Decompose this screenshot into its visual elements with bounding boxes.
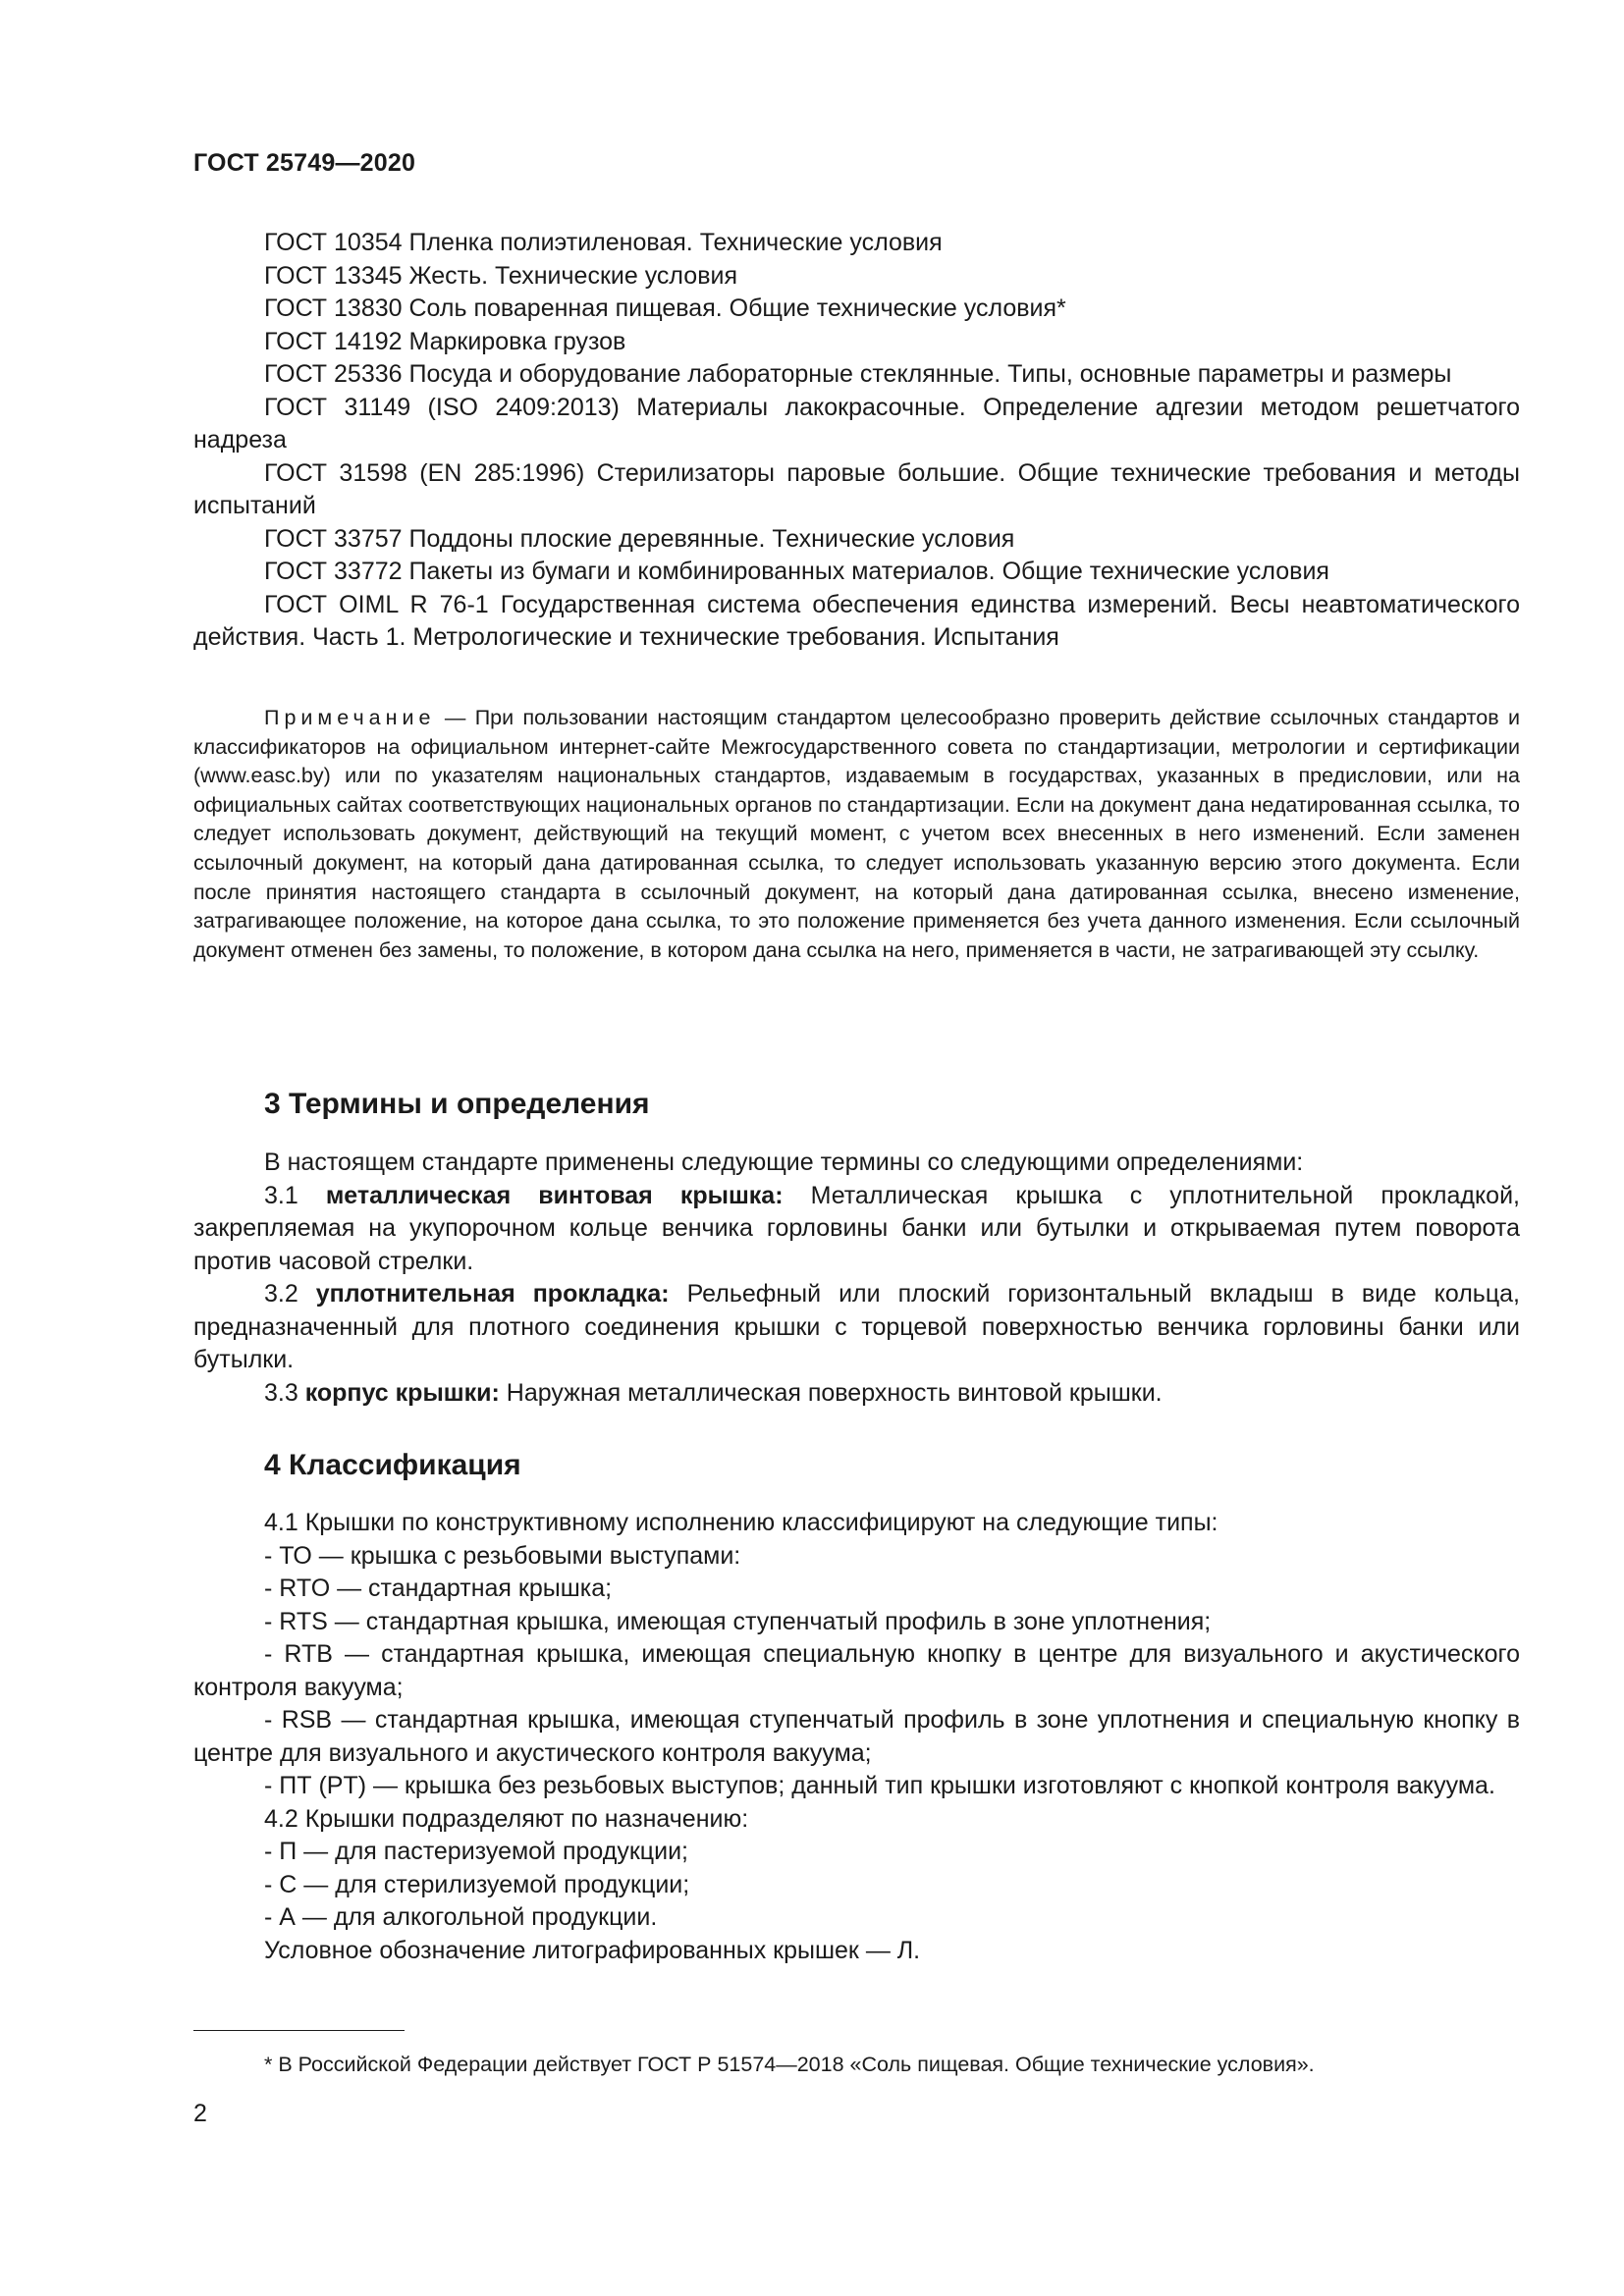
section-3-title: 3 Термины и определения xyxy=(264,1088,650,1120)
note-text: — При пользовании настоящим стандартом целесообразно проверить действие ссылочных стандартов и классификаторов на официальном интернет-сайте Межгосударственного совета по стандартизации, метрологии и сертификации (www.easc.by) или по указателям национальных стандартов, издаваемым в государствах, указанных в предисловии, или на официальных сайтах соответствующих национальных органов по стандартизации. Если на документ дана недатированная ссылка, то следует использовать документ, действующий на текущий момент, с учетом всех внесенных в него изменений. Если заменен ссылочный документ, на который дана датированная ссылка, то следует использовать указанную версию этого документа. Если после принятия настоящего стандарта в ссылочный документ, на который дана датированная ссылка, внесено изменение, затрагивающее положение, на которое дана ссылка, то это положение применяется без учета данного изменения. Если ссылочный документ отменен без замены, то положение, в котором дана ссылка на него, применяется в части, не затрагивающей эту ссылку. xyxy=(193,706,1520,962)
section-4-body xyxy=(193,1507,1520,1967)
page-number: 2 xyxy=(193,2100,207,2127)
document-header: ГОСТ 25749—2020 xyxy=(193,149,416,177)
classification-line: - RSB — стандартная крышка, имеющая ступенчатый профиль в зоне уплотнения и специальную кнопку в центре для визуального и акустического контроля вакуума; xyxy=(193,1706,1520,1767)
classification-line: Условное обозначение литографированных крышек — Л. xyxy=(264,1936,921,1964)
section-4-title: 4 Классификация xyxy=(264,1449,521,1481)
classification-line: - А — для алкогольной продукции. xyxy=(264,1903,658,1931)
classification-line: - RTS — стандартная крышка, имеющая ступенчатый профиль в зоне уплотнения; xyxy=(264,1607,1212,1635)
reference-item: ГОСТ 31598 (EN 285:1996) Стерилизаторы паровые большие. Общие технические требования и методы испытаний xyxy=(193,458,1520,519)
classification-line: - RTO — стандартная крышка; xyxy=(264,1575,613,1602)
term-name: металлическая винтовая крышка: xyxy=(325,1181,784,1209)
classification-line: - С — для стерилизуемой продукции; xyxy=(264,1870,690,1898)
term-number: 3.1 xyxy=(264,1181,326,1209)
reference-item: ГОСТ 10354 Пленка полиэтиленовая. Технические условия xyxy=(264,229,943,256)
reference-item: ГОСТ 31149 (ISO 2409:2013) Материалы лакокрасочные. Определение адгезии методом решетчатого надреза xyxy=(193,393,1520,454)
reference-item: ГОСТ 14192 Маркировка грузов xyxy=(264,327,626,355)
note-label: Примечание xyxy=(264,706,436,729)
reference-item: ГОСТ 33772 Пакеты из бумаги и комбинированных материалов. Общие технические условия xyxy=(264,558,1329,585)
term-number: 3.2 xyxy=(264,1280,316,1308)
reference-item: ГОСТ 33757 Поддоны плоские деревянные. Технические условия xyxy=(264,524,1015,553)
reference-item: ГОСТ 25336 Посуда и оборудование лабораторные стеклянные. Типы, основные параметры и размеры xyxy=(264,360,1452,388)
term-name: уплотнительная прокладка: xyxy=(315,1280,670,1308)
footnote: * В Российской Федерации действует ГОСТ Р 51574—2018 «Соль пищевая. Общие технические условия». xyxy=(264,2053,1315,2076)
footnote-divider xyxy=(193,2030,405,2031)
classification-line: 4.2 Крышки подразделяют по назначению: xyxy=(264,1804,749,1833)
term-definition xyxy=(193,1180,1520,1279)
term-definition xyxy=(193,1377,1520,1411)
references-list xyxy=(193,227,1520,655)
term-text: Наружная металлическая поверхность винтовой крышки. xyxy=(499,1378,1163,1407)
term-text: Рельефный или плоский горизонтальный вкладыш в виде кольца, предназначенный для плотного соединения крышки с торцевой поверхностью венчика горловины банки или бутылки. xyxy=(193,1280,1520,1373)
section-3-intro: В настоящем стандарте применены следующие термины со следующими определениями: xyxy=(264,1148,1304,1176)
term-text: Металлическая крышка с уплотнительной прокладкой, закрепляемая на укупорочном кольце венчика горловины банки или бутылки и открываемая путем поворота против часовой стрелки. xyxy=(193,1181,1520,1275)
classification-line: - ТО — крышка с резьбовыми выступами: xyxy=(264,1541,741,1570)
section-3-body xyxy=(193,1147,1520,1410)
classification-line: - RTB — стандартная крышка, имеющая специальную кнопку в центре для визуального и акустического контроля вакуума; xyxy=(193,1640,1520,1701)
reference-item: ГОСТ 13830 Соль поваренная пищевая. Общие технические условия* xyxy=(264,294,1066,322)
classification-line: - ПТ (PT) — крышка без резьбовых выступов; данный тип крышки изготовляют с кнопкой контроля вакуума. xyxy=(264,1772,1495,1799)
term-name: корпус крышки: xyxy=(304,1378,500,1407)
reference-item: ГОСТ OIML R 76-1 Государственная система обеспечения единства измерений. Весы неавтоматического действия. Часть 1. Метрологические и технические требования. Испытания xyxy=(193,590,1520,651)
note-block xyxy=(193,704,1520,965)
note-paragraph xyxy=(193,704,1520,965)
term-number: 3.3 xyxy=(264,1378,305,1407)
classification-line: - П — для пастеризуемой продукции; xyxy=(264,1838,688,1865)
term-definition xyxy=(193,1278,1520,1377)
classification-line: 4.1 Крышки по конструктивному исполнению классифицируют на следующие типы: xyxy=(264,1509,1218,1536)
reference-item: ГОСТ 13345 Жесть. Технические условия xyxy=(264,261,737,290)
